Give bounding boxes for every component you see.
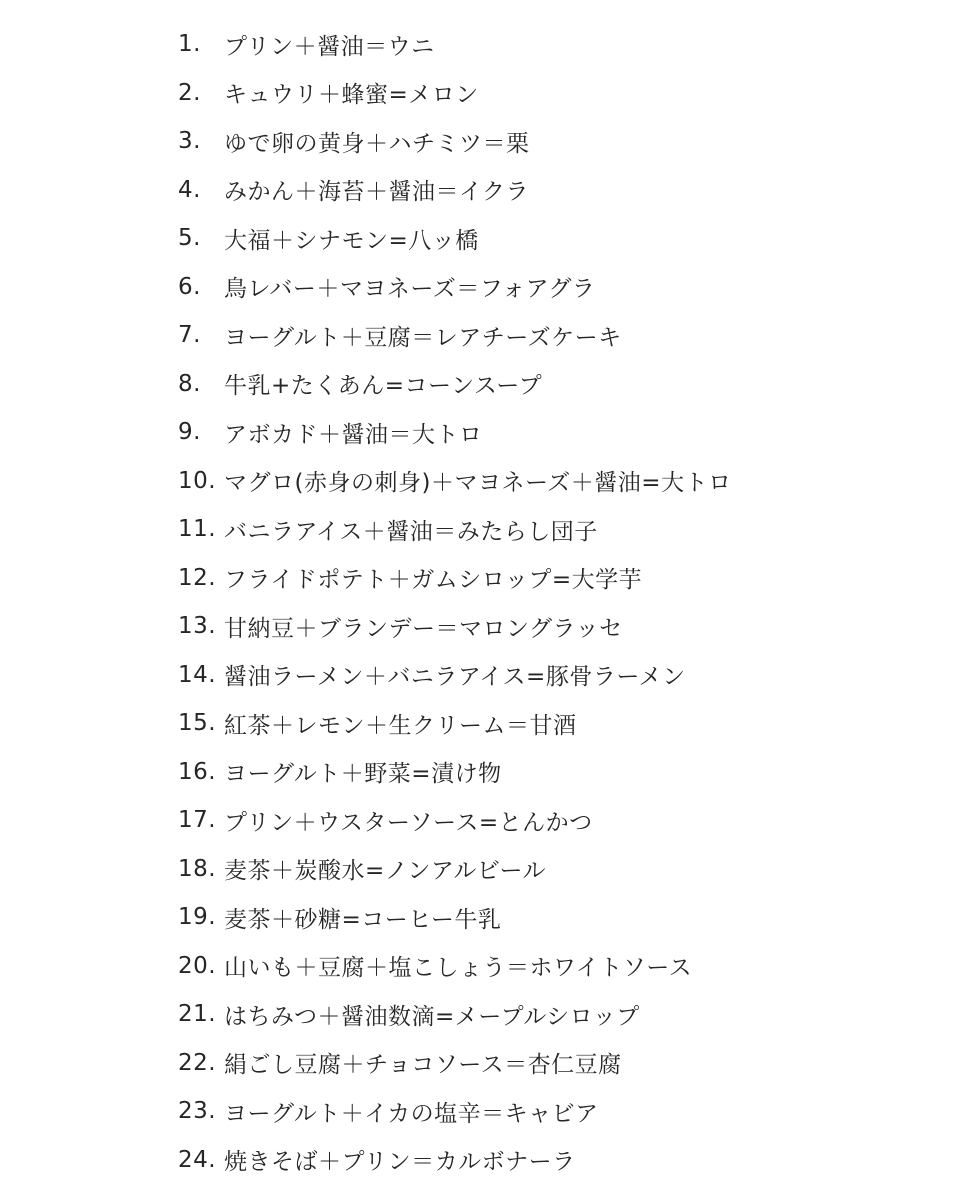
item-text: アボカド＋醤油＝大トロ <box>224 421 483 448</box>
item-text: ヨーグルト＋イカの塩辛＝キャビア <box>224 1100 599 1127</box>
list-item <box>178 20 732 69</box>
list-item <box>178 505 732 554</box>
list-item <box>178 1087 732 1136</box>
list-item <box>178 893 732 942</box>
item-text: バニラアイス＋醤油＝みたらし団子 <box>224 518 598 545</box>
list-item <box>178 845 732 894</box>
item-number: 2. <box>178 79 201 106</box>
list-item <box>178 117 732 166</box>
list-item <box>178 602 732 651</box>
item-text: 醤油ラーメン＋バニラアイス=豚骨ラーメン <box>224 664 686 691</box>
item-number: 5. <box>178 225 201 252</box>
item-number: 15. <box>178 710 217 737</box>
list-item <box>178 69 732 118</box>
list-item <box>178 360 732 409</box>
list-item <box>178 214 732 263</box>
item-number: 21. <box>178 1001 217 1028</box>
item-text: 紅茶＋レモン＋生クリーム＝甘酒 <box>224 712 577 739</box>
item-number: 3. <box>178 128 201 155</box>
item-number: 23. <box>178 1098 217 1125</box>
list-item <box>178 651 732 700</box>
item-text: 牛乳+たくあん=コーンスープ <box>224 373 543 400</box>
list-item <box>178 457 732 506</box>
item-number: 10. <box>178 467 217 494</box>
item-text: キュウリ＋蜂蜜=メロン <box>224 82 479 109</box>
list-item <box>178 796 732 845</box>
item-number: 19. <box>178 904 217 931</box>
item-number: 13. <box>178 613 217 640</box>
list-item <box>178 748 732 797</box>
item-text: プリン＋醤油＝ウニ <box>224 33 435 60</box>
item-number: 1. <box>178 31 201 58</box>
list-item <box>178 408 732 457</box>
item-text: 麦茶＋炭酸水=ノンアルビール <box>224 858 547 885</box>
list-item <box>178 990 732 1039</box>
item-text: 焼きそば＋プリン＝カルボナーラ <box>224 1149 576 1176</box>
item-number: 18. <box>178 855 217 882</box>
list-item <box>178 554 732 603</box>
item-text: 大福＋シナモン=八ッ橋 <box>224 227 479 254</box>
item-number: 12. <box>178 564 217 591</box>
item-text: 山いも＋豆腐＋塩こしょう＝ホワイトソース <box>224 955 693 982</box>
item-number: 14. <box>178 661 217 688</box>
numbered-list <box>178 20 732 1184</box>
item-text: フライドポテト＋ガムシロップ=大学芋 <box>224 567 643 594</box>
list-item <box>178 942 732 991</box>
list-item <box>178 166 732 215</box>
list-item <box>178 311 732 360</box>
item-text: ヨーグルト＋豆腐＝レアチーズケーキ <box>224 324 622 351</box>
item-number: 16. <box>178 758 217 785</box>
item-text: ヨーグルト＋野菜=漬け物 <box>224 761 502 788</box>
item-text: 絹ごし豆腐＋チョコソース＝杏仁豆腐 <box>224 1052 622 1079</box>
item-text: みかん＋海苔＋醤油＝イクラ <box>224 179 530 206</box>
item-number: 17. <box>178 807 217 834</box>
item-text: マグロ(赤身の刺身)＋マヨネーズ＋醤油=大トロ <box>224 470 732 497</box>
item-number: 4. <box>178 176 201 203</box>
item-text: 甘納豆＋ブランデー＝マロングラッセ <box>224 615 623 642</box>
item-number: 9. <box>178 419 201 446</box>
item-number: 11. <box>178 516 217 543</box>
list-item <box>178 699 732 748</box>
list-item <box>178 263 732 312</box>
list-item <box>178 1039 732 1088</box>
item-number: 6. <box>178 273 201 300</box>
item-number: 7. <box>178 322 201 349</box>
list-item <box>178 1136 732 1185</box>
item-text: 鳥レバー＋マヨネーズ＝フォアグラ <box>224 276 596 303</box>
item-number: 22. <box>178 1049 217 1076</box>
item-text: ゆで卵の黄身＋ハチミツ＝栗 <box>224 130 530 157</box>
item-number: 20. <box>178 952 217 979</box>
item-text: はちみつ＋醤油数滴=メープルシロップ <box>224 1003 640 1030</box>
item-text: プリン＋ウスターソース=とんかつ <box>224 809 593 836</box>
item-number: 8. <box>178 370 201 397</box>
item-number: 24. <box>178 1146 217 1173</box>
item-text: 麦茶＋砂糖=コーヒー牛乳 <box>224 906 502 933</box>
